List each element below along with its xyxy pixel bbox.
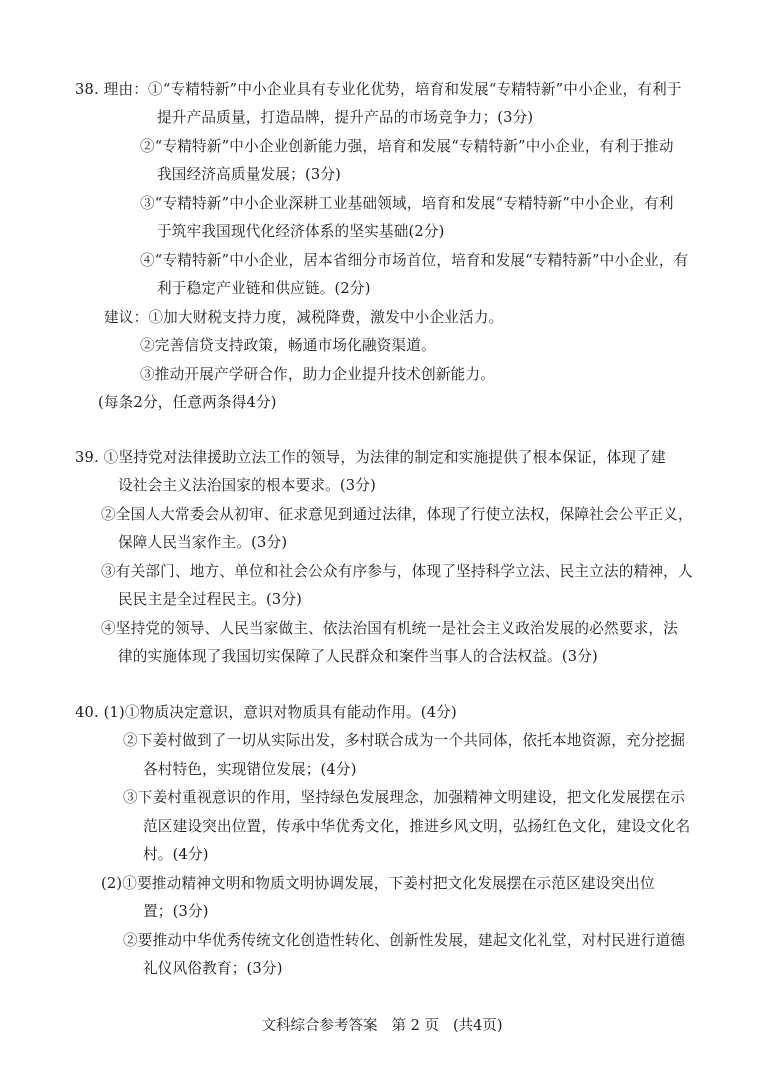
q40-part2-line-4: 礼仪风俗教育；(3分) — [143, 960, 283, 977]
q40-part1-line-2: ②下姜村做到了一切从实际出发，多村联合成为一个共同体，依托本地资源，充分挖掘 — [123, 732, 686, 749]
q39-point-1-line-2: 设社会主义法治国家的根本要求。(3分) — [118, 477, 376, 494]
q38-scoring-note: (每条2分，任意两条得4分) — [98, 394, 277, 411]
q40-part1-line-4: ③下姜村重视意识的作用，坚持绿色发展理念，加强精神文明建设，把文化发展摆在示 — [123, 789, 686, 806]
q38-suggestion-2: ②完善信贷支持政策，畅通市场化融资渠道。 — [140, 337, 436, 354]
footer-page-number: 第 2 页 — [391, 1018, 439, 1034]
q38-reason-3-line-1: ③“专精特新”中小企业深耕工业基础领域，培育和发展“专精特新”中小企业，有利 — [140, 195, 674, 212]
q40-part2-line-3: ②要推动中华优秀传统文化创造性转化、创新性发展，建起文化礼堂，对村民进行道德 — [123, 932, 686, 949]
q38-reason-4-line-2: 利于稳定产业链和供应链。(2分) — [157, 280, 371, 297]
q39-point-4-line-2: 律的实施体现了我国切实保障了人民群众和案件当事人的合法权益。(3分) — [118, 648, 598, 665]
q39-point-4-line-1: ④坚持党的领导、人民当家做主、依法治国有机统一是社会主义政治发展的必然要求，法 — [101, 620, 678, 637]
q38-reason-2-line-2: 我国经济高质量发展；(3分) — [157, 166, 342, 183]
footer-title: 文科综合参考答案 — [261, 1018, 378, 1034]
q39-point-3-line-1: ③有关部门、地方、单位和社会公众有序参与，体现了坚持科学立法、民主立法的精神，人 — [101, 563, 693, 580]
q38-reason-1-line-1: 38. 理由：①“专精特新”中小企业具有专业化优势，培育和发展“专精特新”中小企业，有利于 — [75, 81, 682, 98]
q38-suggestion-1: 建议：①加大财税支持力度，减税降费，激发中小企业活力。 — [104, 309, 504, 326]
q40-part1-line-1: 40. (1)①物质决定意识，意识对物质具有能动作用。(4分) — [75, 704, 457, 721]
footer-total-pages: (共4页) — [452, 1018, 503, 1034]
q39-point-3-line-2: 民民主是全过程民主。(3分) — [118, 591, 303, 608]
q40-part1-line-3: 各村特色，实现错位发展；(4分) — [143, 761, 357, 778]
q39-point-1-line-1: 39. ①坚持党对法律援助立法工作的领导，为法律的制定和实施提供了根本保证，体现了建 — [75, 449, 666, 466]
q39-point-2-line-2: 保障人民当家作主。(3分) — [118, 534, 288, 551]
q38-reason-4-line-1: ④“专精特新”中小企业，居本省细分市场首位，培育和发展“专精特新”中小企业，有 — [140, 252, 689, 269]
q38-reason-3-line-2: 于筑牢我国现代化经济体系的坚实基础(2分) — [157, 223, 445, 240]
q40-part1-line-6: 村。(4分) — [143, 846, 209, 863]
q38-reason-2-line-1: ②“专精特新”中小企业创新能力强，培育和发展“专精特新”中小企业，有利于推动 — [140, 138, 674, 155]
page-footer — [0, 1016, 764, 1036]
q38-reason-1-line-2: 提升产品质量，打造品牌，提升产品的市场竞争力；(3分) — [157, 109, 534, 126]
q40-part1-line-5: 范区建设突出位置，传承中华优秀文化，推进乡风文明，弘扬红色文化，建设文化名 — [143, 818, 691, 835]
q40-part2-line-2: 置；(3分) — [143, 903, 209, 920]
q40-part2-line-1: (2)①要推动精神文明和物质文明协调发展，下姜村把文化发展摆在示范区建设突出位 — [101, 875, 655, 892]
q38-suggestion-3: ③推动开展产学研合作，助力企业提升技术创新能力。 — [140, 366, 496, 383]
q39-point-2-line-1: ②全国人大常委会从初审、征求意见到通过法律，体现了行使立法权，保障社会公平正义， — [101, 506, 693, 523]
